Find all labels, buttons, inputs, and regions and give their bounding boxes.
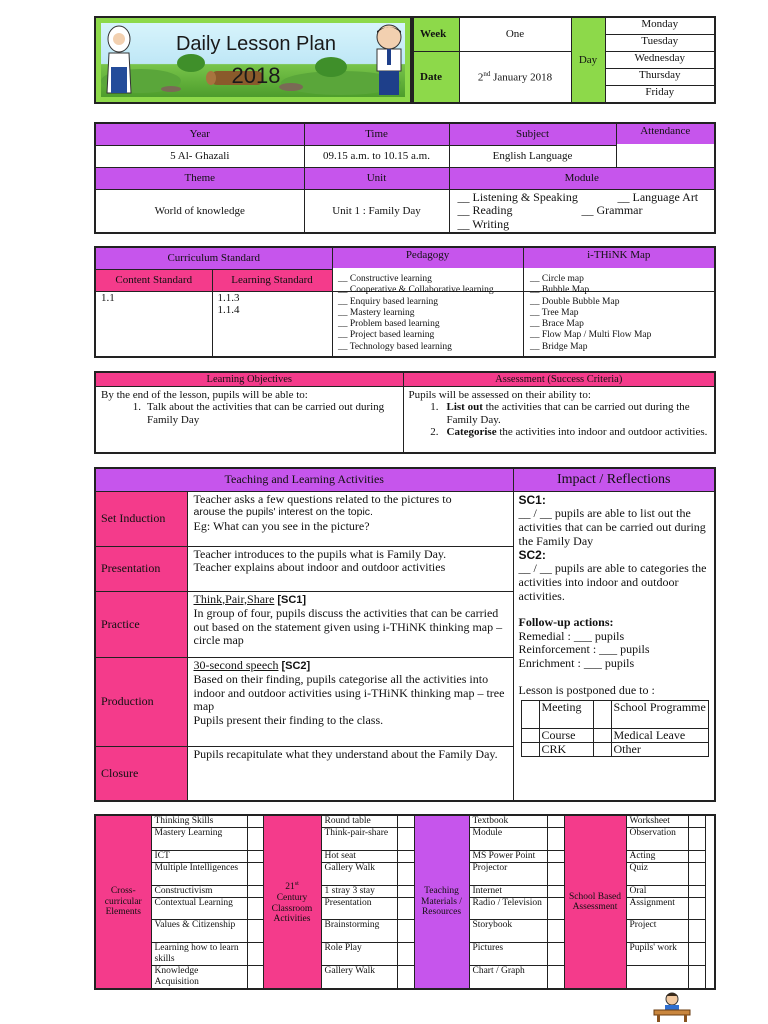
pedagogy-item[interactable]: __ Project based learning xyxy=(338,330,435,341)
assessment-1: List out the activities that can be carried out during the Family Day. xyxy=(446,401,690,426)
pedagogy-header: Pedagogy xyxy=(332,247,524,268)
century-item: Hot seat xyxy=(321,850,397,862)
cce-checkbox[interactable] xyxy=(247,943,263,966)
sba-item: Worksheet xyxy=(626,815,688,827)
materials-checkbox[interactable] xyxy=(547,943,564,966)
attendance-header: Attendance xyxy=(616,123,716,144)
content-standard-header: Content Standard xyxy=(95,269,212,291)
production-label: Production xyxy=(95,657,187,746)
sba-label: School Based Assessment xyxy=(564,815,626,989)
cce-checkbox[interactable] xyxy=(247,862,263,885)
learning-standard-1: 1.1.3 xyxy=(217,291,240,304)
sc2-text: __ / __ pupils are able to categories the activities into indoor and outdoor activities. xyxy=(518,561,707,604)
theme-value[interactable]: World of knowledge xyxy=(95,189,304,233)
assess-number: 2. xyxy=(430,426,439,438)
set-induction-body[interactable] xyxy=(187,491,513,546)
cce-item: Contextual Learning xyxy=(151,897,247,920)
ithink-item[interactable]: __ Brace Map xyxy=(530,319,584,330)
century-checkbox[interactable] xyxy=(397,966,414,989)
sba-item: Quiz xyxy=(626,862,688,885)
subject-header: Subject xyxy=(449,123,616,145)
presentation-line-1: Teacher introduces to the pupils what is Family Day. xyxy=(193,546,447,561)
impact-header: Impact / Reflections xyxy=(513,468,715,491)
materials-item: Projector xyxy=(469,862,547,885)
sba-item: Project xyxy=(626,920,688,943)
attendance-cell[interactable] xyxy=(616,123,715,167)
banner-year: 2018 xyxy=(231,63,281,88)
practice-label: Practice xyxy=(95,591,187,657)
materials-item: MS Power Point xyxy=(469,850,547,862)
objectives-header: Learning Objectives xyxy=(95,372,403,386)
materials-checkbox[interactable] xyxy=(547,862,564,885)
assessment-intro: Pupils will be assessed on their ability to: xyxy=(408,388,591,401)
sba-item: Acting xyxy=(626,850,688,862)
materials-checkbox[interactable] xyxy=(547,885,564,897)
year-header: Year xyxy=(95,123,304,145)
sba-checkbox[interactable] xyxy=(688,966,705,989)
reason-crk[interactable]: CRK xyxy=(539,742,593,756)
sba-item xyxy=(626,966,688,989)
century-item: Brainstorming xyxy=(321,920,397,943)
day-monday[interactable]: Monday xyxy=(605,17,715,34)
banner-box xyxy=(94,16,412,104)
module-header: Module xyxy=(449,167,715,189)
closure-body[interactable]: Pupils recapitulate what they understand about the Family Day. xyxy=(187,746,513,801)
materials-checkbox[interactable] xyxy=(547,827,564,850)
century-checkbox[interactable] xyxy=(397,815,414,827)
production-title: 30-second speech xyxy=(193,657,279,672)
subject-value[interactable]: English Language xyxy=(449,145,616,167)
cce-checkbox[interactable] xyxy=(247,850,263,862)
day-tuesday[interactable]: Tuesday xyxy=(605,34,715,51)
ithink-item[interactable]: __ Bridge Map xyxy=(530,341,588,352)
cce-item: Mastery Learning xyxy=(151,827,247,850)
week-date-table xyxy=(412,16,716,104)
learning-standard-header: Learning Standard xyxy=(212,269,332,291)
banner-image xyxy=(101,23,405,97)
date-value: 2nd January 2018 xyxy=(459,51,571,103)
objectives-table xyxy=(94,371,716,454)
enrichment-field[interactable]: Enrichment : ___ pupils xyxy=(518,656,635,671)
materials-item: Textbook xyxy=(469,815,547,827)
materials-item: Chart / Graph xyxy=(469,966,547,989)
theme-header: Theme xyxy=(95,167,304,189)
closure-label: Closure xyxy=(95,746,187,801)
materials-checkbox[interactable] xyxy=(547,920,564,943)
cce-checkbox[interactable] xyxy=(247,897,263,920)
followup-label: Follow-up actions: xyxy=(518,614,614,629)
learning-standard-values[interactable] xyxy=(212,291,332,357)
assessment-header: Assessment (Success Criteria) xyxy=(403,372,715,386)
cce-checkbox[interactable] xyxy=(247,885,263,897)
cce-item: Knowledge Acquisition xyxy=(151,966,247,989)
presentation-body[interactable] xyxy=(187,546,513,591)
ithink-header: i-THiNK Map xyxy=(523,247,715,268)
cce-item: Multiple Intelligences xyxy=(151,862,247,885)
sba-item: Pupils' work xyxy=(626,943,688,966)
activities-header: Teaching and Learning Activities xyxy=(95,468,513,491)
impact-body[interactable] xyxy=(513,491,715,801)
materials-checkbox[interactable] xyxy=(547,897,564,920)
day-label: Day xyxy=(571,17,605,103)
cce-checkbox[interactable] xyxy=(247,827,263,850)
girl-cartoon-icon xyxy=(103,23,135,97)
ithink-item[interactable]: __ Double Bubble Map xyxy=(530,296,620,307)
cce-item: Constructivism xyxy=(151,885,247,897)
reason-other[interactable]: Other xyxy=(611,742,708,756)
century-checkbox[interactable] xyxy=(397,827,414,850)
day-friday[interactable]: Friday xyxy=(605,86,715,103)
reason-medical-leave[interactable]: Medical Leave xyxy=(611,728,708,742)
materials-checkbox[interactable] xyxy=(547,815,564,827)
sba-item: Oral xyxy=(626,885,688,897)
practice-tag: [SC1] xyxy=(277,593,307,606)
century-item: Gallery Walk xyxy=(321,862,397,885)
materials-item: Radio / Television xyxy=(469,897,547,920)
materials-item: Module xyxy=(469,827,547,850)
date-label: Date xyxy=(413,51,459,103)
cce-checkbox[interactable] xyxy=(247,920,263,943)
ithink-items xyxy=(530,274,651,353)
practice-text: In group of four, pupils discuss the activities that can be carried out based on the statement given using i-THiNK thinking map –circle map xyxy=(193,606,503,647)
pedagogy-item[interactable]: __ Cooperative & Collaborative learning xyxy=(338,285,494,296)
ithink-item[interactable]: __ Flow Map / Multi Flow Map xyxy=(530,330,652,341)
sba-checkbox[interactable] xyxy=(688,943,705,966)
sba-checkbox[interactable] xyxy=(688,862,705,885)
content-standard-value[interactable]: 1.1 xyxy=(95,291,212,357)
ithink-item[interactable]: __ Circle map xyxy=(530,274,584,284)
assess-number: 1. xyxy=(430,401,439,413)
production-text: Based on their finding, pupils categorise all the activities into indoor and outdoor activities using i-THiNK thinking map – tree map xyxy=(193,672,505,713)
objective-number: 1. xyxy=(132,401,141,413)
century-checkbox[interactable] xyxy=(397,850,414,862)
cce-checkbox[interactable] xyxy=(247,966,263,989)
century-item: Presentation xyxy=(321,897,397,920)
activities-table xyxy=(94,467,716,802)
sba-checkbox[interactable] xyxy=(688,815,705,827)
sc2-label: SC2: xyxy=(518,547,546,562)
learning-standard-2: 1.1.4 xyxy=(217,303,240,316)
module-options[interactable] xyxy=(449,189,715,233)
assessment-2: Categorise the activities into indoor and outdoor activities. xyxy=(446,426,708,438)
materials-checkbox[interactable] xyxy=(547,850,564,862)
century-item: Think-pair-share xyxy=(321,827,397,850)
century-item: Gallery Walk xyxy=(321,966,397,989)
info-table xyxy=(94,122,716,234)
century-checkbox[interactable] xyxy=(397,920,414,943)
sba-checkbox[interactable] xyxy=(688,897,705,920)
pedagogy-item[interactable]: __ Mastery learning xyxy=(338,307,415,318)
teacher-desk-icon xyxy=(650,992,694,1022)
time-value[interactable]: 09.15 a.m. to 10.15 a.m. xyxy=(304,145,449,167)
materials-item: Pictures xyxy=(469,943,547,966)
practice-body[interactable] xyxy=(187,591,513,657)
century-checkbox[interactable] xyxy=(397,885,414,897)
cce-item: ICT xyxy=(151,850,247,862)
century-item: 1 stray 3 stay xyxy=(321,885,397,897)
day-wednesday[interactable]: Wednesday xyxy=(605,51,715,68)
boy-cartoon-icon xyxy=(371,23,405,97)
pedagogy-items xyxy=(338,274,494,353)
objectives-body[interactable] xyxy=(95,386,403,453)
sba-checkbox[interactable] xyxy=(688,920,705,943)
time-header: Time xyxy=(304,123,449,145)
elements-grid xyxy=(94,814,716,990)
century-checkbox[interactable] xyxy=(397,862,414,885)
sba-checkbox[interactable] xyxy=(688,885,705,897)
century-item: Round table xyxy=(321,815,397,827)
ithink-item[interactable]: __ Bubble Map xyxy=(530,285,590,296)
sc1-text: __ / __ pupils are able to list out the activities that can be carried out during the Family Day xyxy=(518,506,706,548)
century-checkbox[interactable] xyxy=(397,897,414,920)
module-language-art[interactable]: __ Language Art xyxy=(617,189,699,204)
remedial-field[interactable]: Remedial : ___ pupils xyxy=(518,628,625,643)
presentation-label: Presentation xyxy=(95,546,187,591)
banner-title: Daily Lesson Plan xyxy=(175,33,337,55)
cce-checkbox[interactable] xyxy=(247,815,263,827)
module-grammar[interactable]: __ Grammar xyxy=(581,203,643,217)
unit-value[interactable]: Unit 1 : Family Day xyxy=(304,189,449,233)
ithink-item[interactable]: __ Tree Map xyxy=(530,307,579,318)
pedagogy-item[interactable]: __ Technology based learning xyxy=(338,341,452,352)
year-value[interactable]: 5 Al- Ghazali xyxy=(95,145,304,167)
set-induction-line-1: Teacher asks a few questions related to the pictures to xyxy=(193,491,452,506)
century-checkbox[interactable] xyxy=(397,943,414,966)
pedagogy-item[interactable]: __ Enquiry based learning xyxy=(338,296,438,307)
module-listening[interactable]: __ Listening & Speaking xyxy=(457,189,578,204)
materials-item: Storybook xyxy=(469,920,547,943)
sba-item: Observation xyxy=(626,827,688,850)
reinforcement-field[interactable]: Reinforcement : ___ pupils xyxy=(518,642,650,657)
sba-checkbox[interactable] xyxy=(688,850,705,862)
set-induction-line-2: arouse the pupils' interest on the topic. xyxy=(193,506,373,518)
pedagogy-item[interactable]: __ Problem based learning xyxy=(338,319,440,330)
presentation-line-2: Teacher explains about indoor and outdoor activities xyxy=(193,560,446,574)
set-induction-label: Set Induction xyxy=(95,491,187,546)
sc1-label: SC1: xyxy=(518,492,546,507)
module-writing[interactable]: __ Writing xyxy=(457,216,510,231)
cce-label: Cross-curricular Elements xyxy=(95,815,151,989)
sba-checkbox[interactable] xyxy=(688,827,705,850)
century-label: 21st Century Classroom Activities xyxy=(263,815,321,989)
reason-school-programme[interactable]: School Programme xyxy=(611,700,708,728)
century-item: Role Play xyxy=(321,943,397,966)
cce-item: Thinking Skills xyxy=(151,815,247,827)
objectives-intro: By the end of the lesson, pupils will be able to: xyxy=(101,388,308,401)
materials-item: Internet xyxy=(469,885,547,897)
week-value: One xyxy=(459,17,571,51)
production-text-2: Pupils present their finding to the class. xyxy=(193,712,384,727)
materials-checkbox[interactable] xyxy=(547,966,564,989)
set-induction-line-3: Eg: What can you see in the picture? xyxy=(193,518,370,533)
reason-meeting[interactable]: Meeting xyxy=(539,700,593,728)
day-thursday[interactable]: Thursday xyxy=(605,69,715,86)
production-body[interactable] xyxy=(187,657,513,746)
sba-item: Assignment xyxy=(626,897,688,920)
curriculum-header: Curriculum Standard xyxy=(95,247,332,269)
assessment-body[interactable] xyxy=(403,386,715,453)
postponed-label: Lesson is postponed due to : xyxy=(518,683,655,698)
pedagogy-item[interactable]: __ Constructive learning xyxy=(338,274,432,284)
production-tag: [SC2] xyxy=(281,659,311,672)
practice-title: Think,Pair,Share xyxy=(193,591,275,606)
module-reading[interactable]: __ Reading xyxy=(457,203,513,217)
objective-1: Talk about the activities that can be carried out during Family Day xyxy=(147,401,385,426)
reason-course[interactable]: Course xyxy=(539,728,593,742)
week-label: Week xyxy=(413,17,459,51)
cce-item: Values & Citizenship xyxy=(151,920,247,943)
postponed-table xyxy=(521,700,709,757)
unit-header: Unit xyxy=(304,167,449,189)
cce-item: Learning how to learn skills xyxy=(151,943,247,966)
materials-label: Teaching Materials / Resources xyxy=(414,815,469,989)
